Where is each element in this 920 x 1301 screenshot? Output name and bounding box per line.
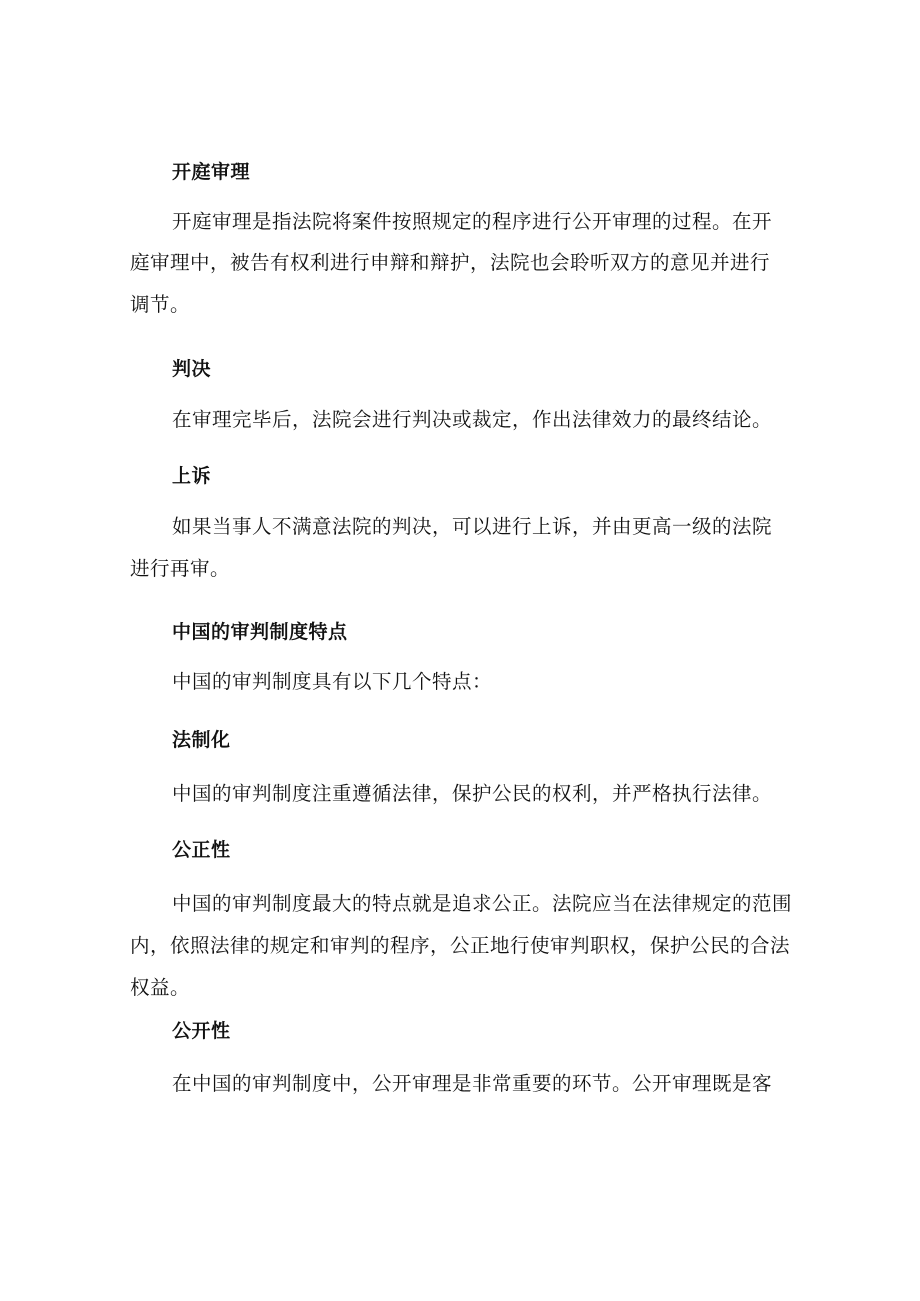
section-heading: 开庭审理 [172,161,251,183]
paragraph-line: 调节。 [130,293,191,316]
section-heading: 公正性 [172,839,231,861]
paragraph-line: 开庭审理是指法院将案件按照规定的程序进行公开审理的过程。在开 [172,210,773,233]
paragraph-line: 中国的审判制度注重遵循法律，保护公民的权利，并严格执行法律。 [172,782,773,805]
paragraph-line: 内，依照法律的规定和审判的程序，公正地行使审判职权，保护公民的合法 [130,934,791,957]
section-heading: 法制化 [172,729,231,751]
paragraph-line: 在审理完毕后，法院会进行判决或裁定，作出法律效力的最终结论。 [172,408,773,431]
paragraph-line: 如果当事人不满意法院的判决，可以进行上诉，并由更高一级的法院 [172,515,773,538]
section-heading: 上诉 [172,465,212,487]
paragraph-line: 中国的审判制度具有以下几个特点： [172,670,493,693]
paragraph-line: 在中国的审判制度中，公开审理是非常重要的环节。公开审理既是客 [172,1072,773,1095]
section-heading: 公开性 [172,1020,231,1042]
section-heading: 中国的审判制度特点 [172,621,348,643]
paragraph-line: 中国的审判制度最大的特点就是追求公正。法院应当在法律规定的范围 [172,892,793,915]
section-heading: 判决 [172,358,212,380]
paragraph-line: 庭审理中，被告有权利进行申辩和辩护，法院也会聆听双方的意见并进行 [130,251,771,274]
paragraph-line: 进行再审。 [130,557,231,580]
paragraph-line: 权益。 [130,976,191,999]
